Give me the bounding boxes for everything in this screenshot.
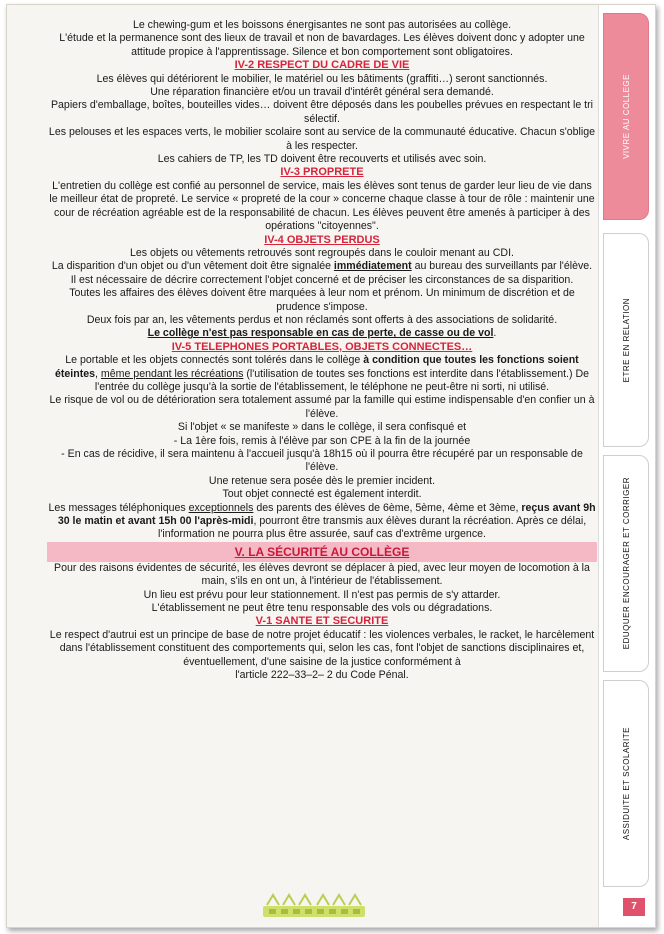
- paragraph: Une réparation financière et/ou un travail d'intérêt général sera demandé.: [150, 86, 494, 99]
- text-run: Les messages téléphoniques: [48, 501, 189, 514]
- paragraph: Les objets ou vêtements retrouvés sont regroupés dans le couloir menant au CDI.: [130, 246, 514, 259]
- text-run: (l'utilisation de toutes ses fonctions est interdite dans l'établissement.) De l'entrée du collège jusqu'à la sortie de l'établissement, le téléphone ne peut-être ni sorti, ni utilisé.: [94, 367, 590, 393]
- page-number: 7: [623, 898, 645, 916]
- paragraph: Si l'objet « se manifeste » dans le collège, il sera confisqué et: [177, 421, 467, 434]
- tab-label: ASSIDUITE ET SCOLARITE: [621, 726, 631, 841]
- paragraph: Une retenue sera posée dès le premier incident.: [208, 474, 436, 487]
- paragraph: - La 1ère fois, remis à l'élève par son CPE à la fin de la journée: [173, 434, 471, 447]
- liability-notice: Le collège n'est pas responsable en cas de perte, de casse ou de vol: [147, 327, 494, 340]
- paragraph: Papiers d'emballage, boîtes, bouteilles vides… doivent être déposés dans les poubelles prévues en respectant le tri sélectif.: [50, 99, 594, 125]
- text-run: Le portable et les objets connectés sont tolérés dans le collège: [65, 354, 364, 367]
- tab-assiduite-scolarite[interactable]: [603, 680, 649, 887]
- paragraph: Le respect d'autrui est un principe de base de notre projet éducatif : les violences verbales, le racket, le harcèlement dans l'établissement constituent des comportements qui, selon les cas, font l'objet de sanctions disciplinaires et, éventuellement, d'une saisine de la justice conformément à: [49, 628, 595, 668]
- emphasis-times: reçus avant 9h 30 le matin et avant 15h 00 l'après-midi: [57, 501, 596, 528]
- tab-etre-en-relation[interactable]: [603, 233, 649, 447]
- paragraph: Tout objet connecté est également interdit.: [222, 488, 422, 501]
- college-logo: [259, 891, 369, 923]
- tab-label: VIVRE AU COLLEGE: [621, 74, 631, 159]
- paragraph: Le collège n'est pas responsable en cas de perte, de casse ou de vol.: [147, 327, 497, 340]
- tab-label: EDUQUER ENCOURAGER ET CORRIGER: [621, 477, 631, 650]
- document-page: [6, 4, 656, 928]
- text-run: La disparition d'un objet ou d'un vêtement doit être signalée: [51, 260, 334, 273]
- section-tabs: [598, 5, 655, 927]
- intro-line: L'étude et la permanence sont des lieux de travail et non de bavardages. Les élèves doivent donc y adopter une attitude propice à l'apprentissage. Silence et bon comportement sont obligatoires.: [59, 32, 585, 58]
- paragraph: L'entretien du collège est confié au personnel de service, mais les élèves sont tenus de garder leur lieu de vie dans le meilleur état de propreté. Le service « propreté de la cour » concerne chaque classe à tour de rôle : maintenir une cour de récréation agréable est de la responsabilité de chacun. Les élèves peuvent être amenés à participer à des opérations "citoyennes".: [49, 179, 595, 233]
- tab-vivre-au-college[interactable]: [603, 13, 649, 220]
- text-run: au bureau des surveillants par l'élève.: [411, 260, 593, 273]
- page-content: [47, 19, 597, 683]
- paragraph: [47, 354, 597, 394]
- emphasis-condition: à condition que toutes les fonctions soient éteintes: [54, 354, 579, 380]
- tab-eduquer-encourager-corriger[interactable]: [603, 455, 649, 672]
- section-title-iv3: IV-3 PROPRETE: [280, 166, 364, 179]
- tab-label: ETRE EN RELATION: [621, 297, 631, 383]
- paragraph: Les élèves qui détériorent le mobilier, le matériel ou les bâtiments (graffiti…) seront sanctionnés.: [96, 72, 548, 85]
- section-title-v1: V-1 SANTE ET SECURITE: [255, 615, 389, 628]
- section-title-iv2: IV-2 RESPECT DU CADRE DE VIE: [234, 59, 410, 72]
- paragraph: Deux fois par an, les vêtements perdus et non réclamés sont offerts à des associations de solidarité.: [86, 313, 558, 326]
- paragraph: L'établissement ne peut être tenu responsable des vols ou dégradations.: [151, 602, 493, 615]
- emphasis-immediately: immédiatement: [333, 260, 412, 273]
- paragraph: Un lieu est prévu pour leur stationnement. Il n'est pas permis de s'y attarder.: [143, 588, 501, 601]
- paragraph: Le risque de vol ou de détérioration sera totalement assumé par la famille qui estime indispensable d'en confier un à l'élève.: [49, 394, 595, 420]
- paragraph: l'article 222–33–2– 2 du Code Pénal.: [235, 669, 409, 682]
- paragraph: [47, 502, 597, 542]
- paragraph: [47, 260, 597, 273]
- paragraph: - En cas de récidive, il sera maintenu à l'accueil jusqu'à 18h15 où il pourra être récupéré par un responsable de l'élève.: [61, 448, 583, 474]
- section-banner-securite: V. LA SÉCURITÉ AU COLLÈGE: [47, 542, 597, 562]
- section-title-iv4: IV-4 OBJETS PERDUS: [264, 233, 380, 246]
- intro-line: Le chewing-gum et les boissons énergisantes ne sont pas autorisées au collège.: [132, 19, 512, 31]
- emphasis-exceptional: exceptionnels: [188, 501, 254, 514]
- paragraph: Il est nécessaire de décrire correctement l'objet concerné et de préciser les circonstances de sa disparition.: [70, 273, 574, 286]
- paragraph: Les cahiers de TP, les TD doivent être recouverts et utilisés avec soin.: [157, 153, 487, 166]
- text-run: des parents des élèves de 6ème, 5ème, 4ème et 3ème,: [253, 501, 522, 514]
- text-run: , pourront être transmis aux élèves durant la récréation. Après ce délai, l'information ne pourra plus être assurée, sauf cas d'extrême urgence.: [158, 515, 587, 541]
- emphasis-recreation: même pendant les récréations: [100, 367, 244, 380]
- paragraph: Les pelouses et les espaces verts, le mobilier scolaire sont au service de la communauté éducative. Chacun s'oblige à les respecter.: [48, 126, 596, 152]
- text-run: ,: [95, 367, 101, 380]
- paragraph: Toutes les affaires des élèves doivent être marquées à leur nom et prénom. Un minimum de discrétion et de prudence s'impose.: [69, 287, 575, 313]
- section-title-iv5: IV-5 TELEPHONES PORTABLES, OBJETS CONNECTES…: [171, 340, 473, 353]
- paragraph: Pour des raisons évidentes de sécurité, les élèves devront se déplacer à pied, avec leur moyen de locomotion à la main, s'ils en ont un, à l'intérieur de l'établissement.: [54, 561, 590, 588]
